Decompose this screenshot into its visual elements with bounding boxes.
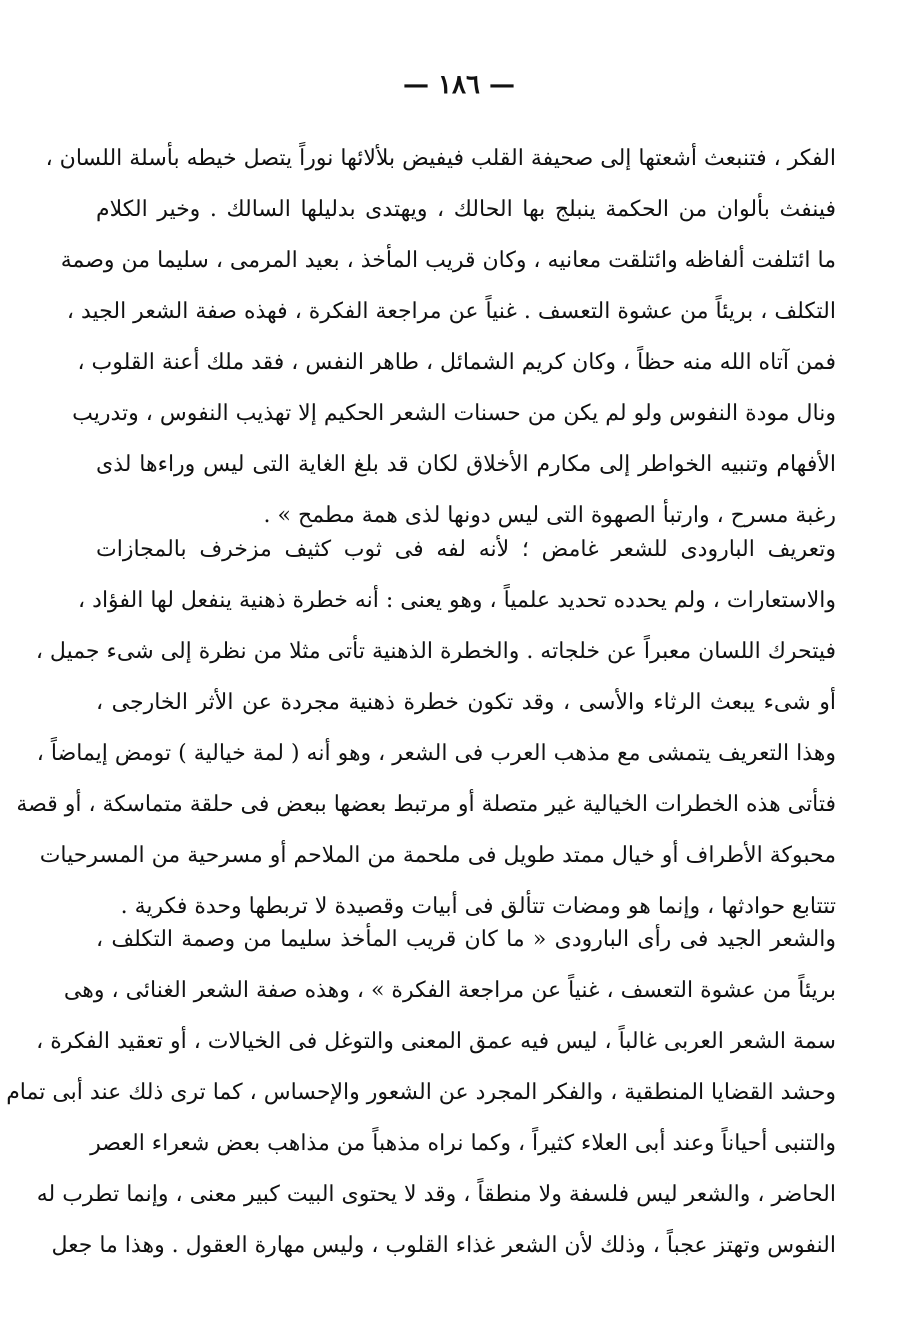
text-line: وهذا التعريف يتمشى مع مذهب العرب فى الشعر ، وهو أنه ( لمة خيالية ) تومض إيماضاً ، <box>36 741 836 766</box>
text-line: وتعريف البارودى للشعر غامض ؛ لأنه لفه فى ثوب كثيف مزخرف بالمجازات <box>96 537 836 562</box>
text-line: الحاضر ، والشعر ليس فلسفة ولا منطقاً ، وقد لا يحتوى البيت كبير معنى ، وإنما تطرب له <box>36 1182 836 1207</box>
page-number: — ١٨٦ — <box>402 70 516 100</box>
text-line: ونال مودة النفوس ولو لم يكن من حسنات الشعر الحكيم إلا تهذيب النفوس ، وتدريب <box>72 401 836 426</box>
text-line: النفوس وتهتز عجباً ، وذلك لأن الشعر غذاء القلوب ، وليس مهارة العقول . وهذا ما جعل <box>51 1233 836 1258</box>
text-line: تتتابع حوادثها ، وإنما هو ومضات تتألق فى أبيات وقصيدة لا تربطها وحدة فكرية . <box>120 894 836 919</box>
text-line: والتنبى أحياناً وعند أبى العلاء كثيراً ، وكما نراه مذهباً من مذاهب بعض شعراء العصر <box>90 1131 836 1156</box>
paragraph-2 <box>16 524 836 932</box>
text-line: ما ائتلفت ألفاظه وائتلقت معانيه ، وكان قريب المأخذ ، بعيد المرمى ، سليما من وصمة <box>60 248 836 273</box>
text-line: الأفهام وتنبيه الخواطر إلى مكارم الأخلاق لكان قد بلغ الغاية التى ليس وراءها لذى <box>96 452 836 477</box>
text-line: والشعر الجيد فى رأى البارودى « ما كان قريب المأخذ سليما من وصمة التكلف ، <box>96 927 836 952</box>
text-line: وحشد القضايا المنطقية ، والفكر المجرد عن الشعور والإحساس ، كما ترى ذلك عند أبى تمام <box>6 1080 836 1105</box>
text-line: سمة الشعر العربى غالباً ، ليس فيه عمق المعنى والتوغل فى الخيالات ، أو تعقيد الفكرة ، <box>36 1029 836 1054</box>
text-line: محبوكة الأطراف أو خيال ممتد طويل فى ملحمة من الملاحم أو مسرحية من المسرحيات <box>39 843 836 868</box>
text-line: فتأتى هذه الخطرات الخيالية غير متصلة أو مرتبط بعضها ببعض فى حلقة متماسكة ، أو قصة <box>16 792 836 817</box>
text-line: أو شىء يبعث الرثاء والأسى ، وقد تكون خطرة ذهنية مجردة عن الأثر الخارجى ، <box>96 690 836 715</box>
text-line: الفكر ، فتنبعث أشعتها إلى صحيفة القلب فيفيض بلألائها نوراً يتصل خيطه بأسلة اللسان ، <box>45 146 836 171</box>
paragraph-1 <box>45 133 836 541</box>
text-line: رغبة مسرح ، وارتبأ الصهوة التى ليس دونها لذى همة مطمح » . <box>263 503 836 528</box>
text-line: بريئاً من عشوة التعسف ، غنياً عن مراجعة الفكرة » ، وهذه صفة الشعر الغنائى ، وهى <box>63 978 836 1003</box>
text-line: فمن آتاه الله منه حظاً ، وكان كريم الشمائل ، طاهر النفس ، فقد ملك أعنة القلوب ، <box>77 350 836 375</box>
text-line: فينفث بألوان من الحكمة ينبلج بها الحالك ، ويهتدى بدليلها السالك . وخير الكلام <box>96 197 836 222</box>
paragraph-3 <box>6 914 836 1271</box>
text-line: التكلف ، بريئاً من عشوة التعسف . غنياً عن مراجعة الفكرة ، فهذه صفة الشعر الجيد ، <box>66 299 836 324</box>
text-line: فيتحرك اللسان معبراً عن خلجاته . والخطرة الذهنية تأتى مثلا من نظرة إلى شىء جميل ، <box>35 639 836 664</box>
text-line: والاستعارات ، ولم يحدده تحديد علمياً ، وهو يعنى : أنه خطرة ذهنية ينفعل لها الفؤاد ، <box>78 588 836 613</box>
